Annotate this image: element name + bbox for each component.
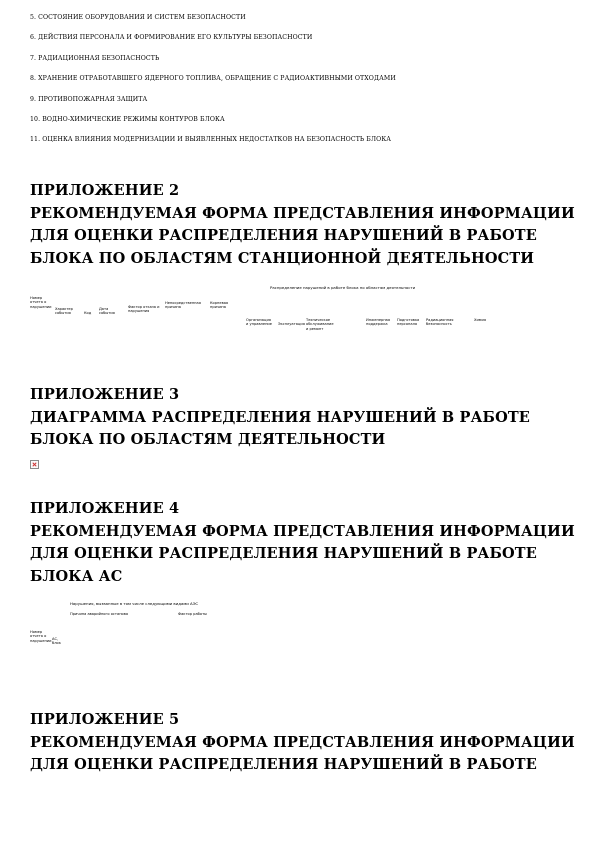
appendix-2-heading xyxy=(30,180,575,270)
heading-line: ДИАГРАММА РАСПРЕДЕЛЕНИЯ НАРУШЕНИЙ В РАБОТЕ xyxy=(30,408,530,426)
heading-line: ПРИЛОЖЕНИЕ 3 xyxy=(30,386,180,403)
list-item: 11. ОЦЕНКА ВЛИЯНИЯ МОДЕРНИЗАЦИИ И ВЫЯВЛЕННЫХ НЕДОСТАТКОВ НА БЕЗОПАСНОСТЬ БЛОКА xyxy=(30,136,392,144)
heading-line: ПРИЛОЖЕНИЕ 2 xyxy=(30,182,180,199)
heading-line: ДЛЯ ОЦЕНКИ РАСПРЕДЕЛЕНИЯ НАРУШЕНИЙ В РАБОТЕ xyxy=(30,545,537,562)
heading-line: ДЛЯ ОЦЕНКИ РАСПРЕДЕЛЕНИЯ НАРУШЕНИЙ В РАБОТЕ xyxy=(30,227,537,244)
list-item: 5. СОСТОЯНИЕ ОБОРУДОВАНИЯ И СИСТЕМ БЕЗОПАСНОСТИ xyxy=(30,14,246,21)
heading-line: РЕКОМЕНДУЕМАЯ ФОРМА ПРЕДСТАВЛЕНИЯ ИНФОРМАЦИИ xyxy=(30,733,575,751)
heading-line: РЕКОМЕНДУЕМАЯ ФОРМА ПРЕДСТАВЛЕНИЯ ИНФОРМАЦИИ xyxy=(30,204,575,222)
table-header-cell: Дата события xyxy=(99,307,115,316)
table-header-cell: Номер отчета о нарушении xyxy=(30,630,52,643)
table-header-cell: Код xyxy=(84,311,92,315)
heading-line: БЛОКА ПО ОБЛАСТЯМ СТАНЦИОННОЙ ДЕЯТЕЛЬНОСТИ xyxy=(30,249,535,267)
appendix-3-heading xyxy=(30,384,530,452)
table-caption: Распределение нарушений в работе блока по областям деятельности xyxy=(270,285,416,290)
broken-image-icon xyxy=(30,460,39,469)
table-header-cell: Химия xyxy=(474,318,487,322)
appendix-4-heading xyxy=(30,498,575,588)
table-header-cell: Фактор отказа и нарушения xyxy=(128,305,160,314)
heading-line: БЛОКА ПО ОБЛАСТЯМ ДЕЯТЕЛЬНОСТИ xyxy=(30,431,386,448)
list-item: 10. ВОДНО-ХИМИЧЕСКИЕ РЕЖИМЫ КОНТУРОВ БЛОКА xyxy=(30,115,225,123)
table-header-cell: Организация и управление xyxy=(246,318,272,327)
heading-line: БЛОКА АС xyxy=(30,567,123,585)
table-header-cell: Непосредственная причина xyxy=(165,301,201,310)
heading-line: ПРИЛОЖЕНИЕ 5 xyxy=(30,711,180,728)
table-caption: Нарушения, вызванные в том числе следующими видами АЭС xyxy=(70,601,199,606)
table-header-cell: Эксплуатация xyxy=(278,322,305,326)
table-header-cell: АС, блок xyxy=(52,637,61,646)
heading-line: ПРИЛОЖЕНИЕ 4 xyxy=(30,500,180,517)
table-header-cell: Подготовка персонала xyxy=(397,318,420,327)
table-header-cell: Инженерная поддержка xyxy=(366,318,391,327)
table-header-cell: Характер события xyxy=(55,307,73,316)
table-header-cell: Техническое обслуживание и ремонт xyxy=(306,318,334,331)
section-list xyxy=(30,14,570,157)
heading-line: ДЛЯ ОЦЕНКИ РАСПРЕДЕЛЕНИЯ НАРУШЕНИЙ В РАБОТЕ xyxy=(30,756,537,773)
table-header-cell: Фактор работы xyxy=(178,612,208,616)
table-header-cell: Радиационная безопасность xyxy=(426,318,454,327)
list-item: 9. ПРОТИВОПОЖАРНАЯ ЗАЩИТА xyxy=(30,95,148,103)
list-item: 7. РАДИАЦИОННАЯ БЕЗОПАСНОСТЬ xyxy=(30,54,160,62)
appendix-5-heading xyxy=(30,709,575,777)
table-header-cell: Причина аварийного останова xyxy=(70,612,129,616)
list-item: 8. ХРАНЕНИЕ ОТРАБОТАВШЕГО ЯДЕРНОГО ТОПЛИВА, ОБРАЩЕНИЕ С РАДИОАКТИВНЫМИ ОТХОДАМИ xyxy=(30,75,396,83)
table-header-cell: Корневая причина xyxy=(210,301,229,310)
table-header-cell: Номер отчета о нарушении xyxy=(30,296,52,309)
list-item: 6. ДЕЙСТВИЯ ПЕРСОНАЛА И ФОРМИРОВАНИЕ ЕГО КУЛЬТУРЫ БЕЗОПАСНОСТИ xyxy=(30,34,313,42)
heading-line: РЕКОМЕНДУЕМАЯ ФОРМА ПРЕДСТАВЛЕНИЯ ИНФОРМАЦИИ xyxy=(30,522,575,540)
